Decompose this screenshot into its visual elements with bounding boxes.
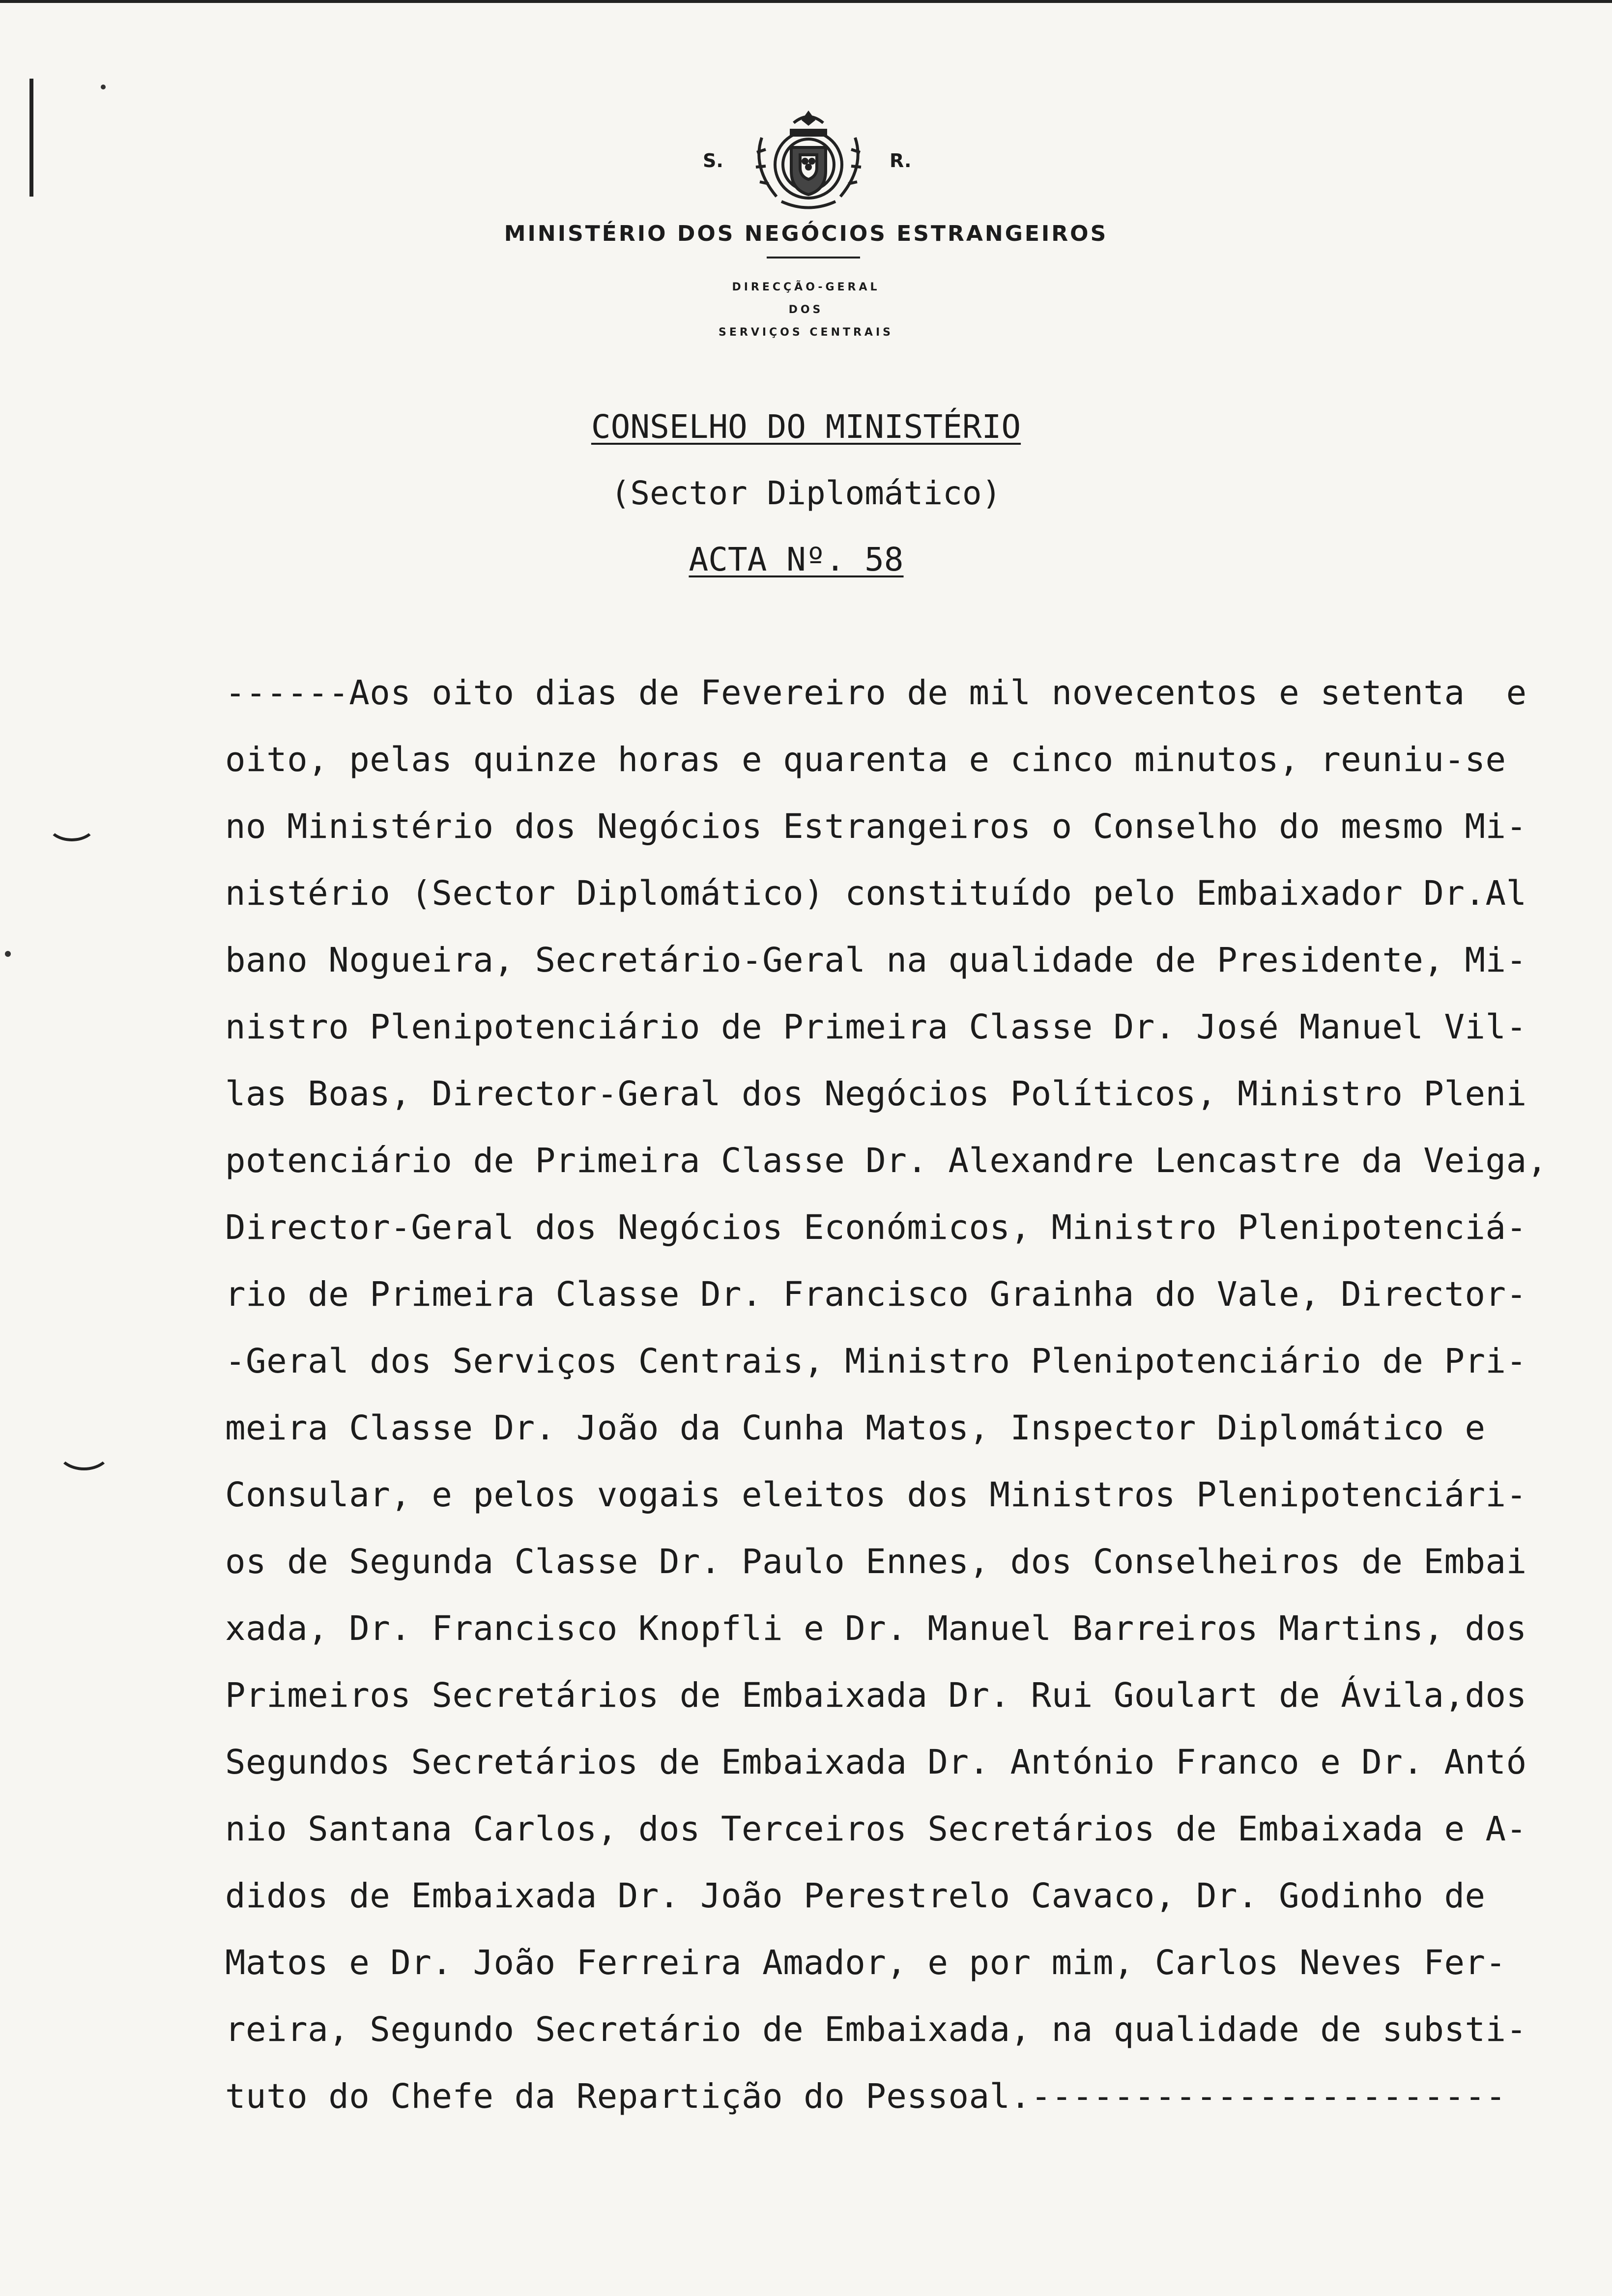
- body-line: nistério (Sector Diplomático) constituído pelo Embaixador Dr.Al: [225, 874, 1527, 913]
- body-line: xada, Dr. Francisco Knopfli e Dr. Manuel Barreiros Martins, dos: [225, 1609, 1527, 1648]
- body-line: oito, pelas quinze horas e quarenta e cinco minutos, reuniu-se: [225, 740, 1506, 779]
- letterhead-left-letter: S.: [703, 150, 723, 172]
- body-line: meira Classe Dr. João da Cunha Matos, Inspector Diplomático e: [225, 1408, 1486, 1448]
- body-line: reira, Segundo Secretário de Embaixada, na qualidade de substi-: [225, 2010, 1527, 2049]
- ministry-name: MINISTÉRIO DOS NEGÓCIOS ESTRANGEIROS: [504, 221, 1108, 246]
- sector-subtitle: (Sector Diplomático): [610, 474, 1002, 512]
- coat-of-arms-icon: [747, 103, 870, 211]
- page-top-edge: [0, 0, 1612, 3]
- body-line: nistro Plenipotenciário de Primeira Classe Dr. José Manuel Vil-: [225, 1007, 1527, 1047]
- body-line: -Geral dos Serviços Centrais, Ministro Plenipotenciário de Pri-: [225, 1342, 1527, 1381]
- division-line-1: DIRECÇÃO-GERAL: [732, 281, 880, 293]
- division-line-2: DOS: [788, 304, 824, 316]
- body-line: nio Santana Carlos, dos Terceiros Secretários de Embaixada e A-: [225, 1809, 1527, 1849]
- acta-number-text: ACTA Nº. 58: [689, 541, 904, 578]
- acta-number: [0, 541, 1602, 578]
- binding-mark: [29, 79, 33, 197]
- crest-row: [703, 103, 914, 211]
- hole-punch-mark: [47, 806, 97, 841]
- body-line: Director-Geral dos Negócios Económicos, Ministro Plenipotenciá-: [225, 1208, 1527, 1247]
- body-line: bano Nogueira, Secretário-Geral na qualidade de Presidente, Mi-: [225, 941, 1527, 980]
- letterhead-rule: [767, 257, 860, 258]
- body-line: no Ministério dos Negócios Estrangeiros o Conselho do mesmo Mi-: [225, 807, 1527, 846]
- body-line: rio de Primeira Classe Dr. Francisco Grainha do Vale, Director-: [225, 1275, 1527, 1314]
- body-line: potenciário de Primeira Classe Dr. Alexandre Lencastre da Veiga,: [225, 1141, 1548, 1180]
- council-title-text: CONSELHO DO MINISTÉRIO: [591, 408, 1021, 446]
- body-line: Matos e Dr. João Ferreira Amador, e por mim, Carlos Neves Fer-: [225, 1943, 1506, 1982]
- division-line-3: SERVIÇOS CENTRAIS: [719, 326, 893, 339]
- body-line: las Boas, Director-Geral dos Negócios Políticos, Ministro Pleni: [225, 1074, 1527, 1114]
- council-title: [0, 408, 1612, 446]
- hole-punch-mark: [57, 1430, 112, 1470]
- body-line: Consular, e pelos vogais eleitos dos Ministros Plenipotenciári-: [225, 1475, 1527, 1515]
- body-line: didos de Embaixada Dr. João Perestrelo Cavaco, Dr. Godinho de: [225, 1876, 1486, 1916]
- body-line: ------Aos oito dias de Fevereiro de mil novecentos e setenta e: [225, 673, 1527, 713]
- stray-mark: [5, 951, 11, 957]
- minutes-body: [225, 669, 1548, 2140]
- body-line: Segundos Secretários de Embaixada Dr. António Franco e Dr. Antó: [225, 1743, 1527, 1782]
- body-line: Primeiros Secretários de Embaixada Dr. Rui Goulart de Ávila,dos: [225, 1676, 1527, 1715]
- stray-mark: [101, 85, 106, 89]
- letterhead-right-letter: R.: [890, 150, 912, 172]
- body-line: tuto do Chefe da Repartição do Pessoal.-----------------------: [225, 2077, 1506, 2116]
- body-line: os de Segunda Classe Dr. Paulo Ennes, dos Conselheiros de Embai: [225, 1542, 1527, 1581]
